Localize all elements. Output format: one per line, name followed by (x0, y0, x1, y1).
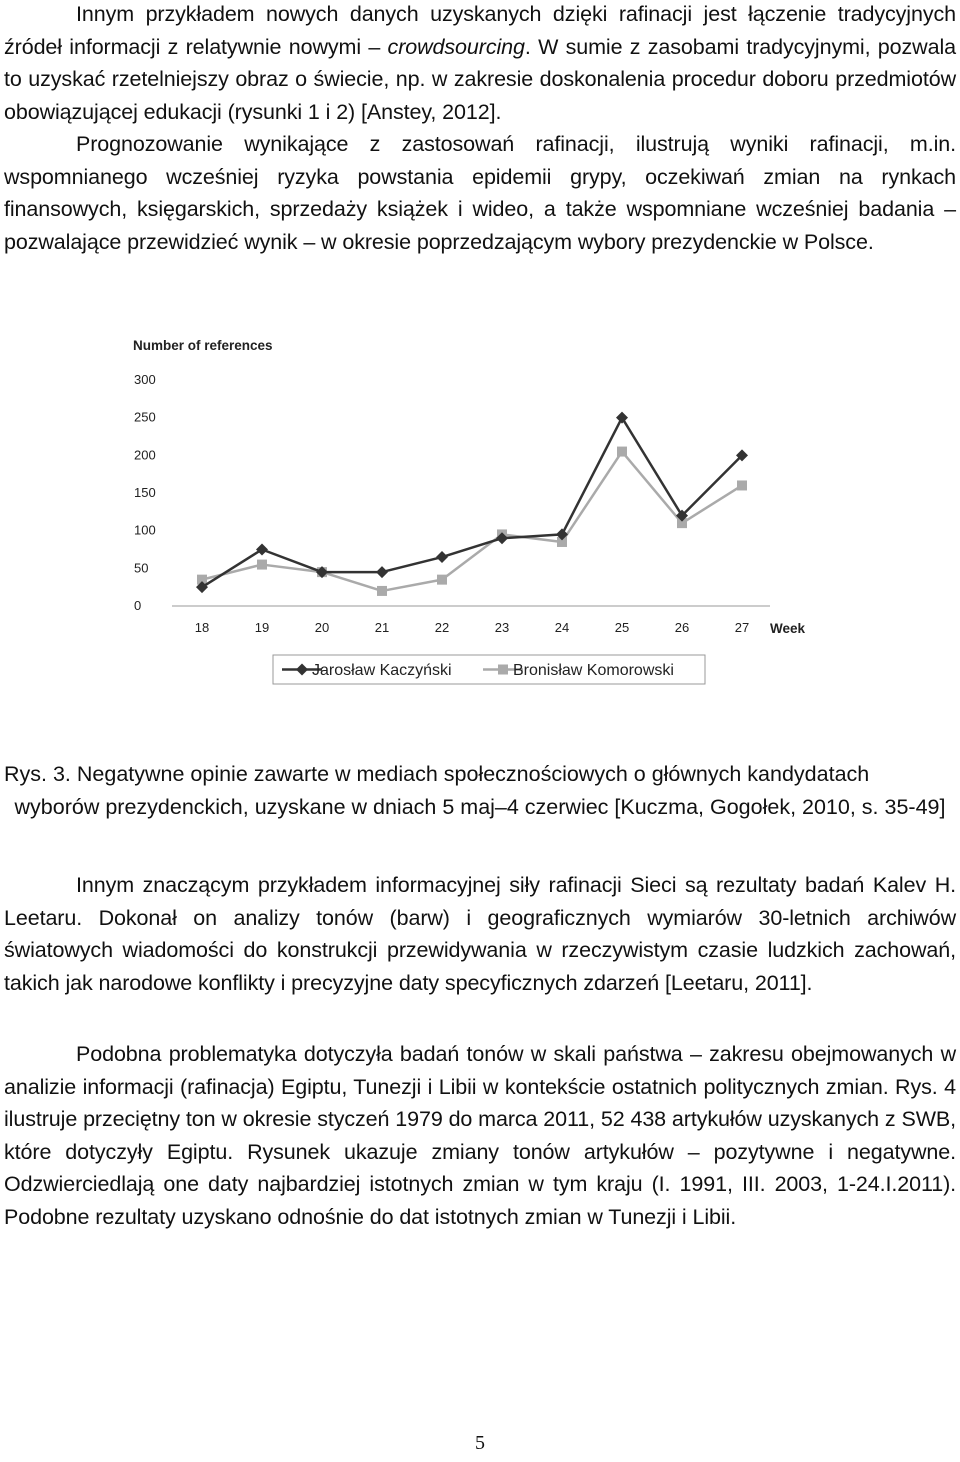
x-ticks (195, 620, 749, 635)
series-line-kaczynski (202, 418, 742, 587)
x-tick-label: 25 (614, 620, 630, 635)
data-point-square (617, 447, 627, 457)
x-axis-label: Week (770, 621, 806, 636)
x-tick-label: 26 (674, 620, 690, 635)
data-point-square (257, 560, 267, 570)
data-point-square (737, 480, 747, 490)
x-tick-label: 21 (374, 620, 390, 635)
paragraph-1-text-b: . W sumie z zasobami tradycyjnymi, pozwala to uzyskać rzetelniejszy obraz o świecie, np. w zakresie doskonalenia procedur doboru przedmiotów obowiązującej edukacji (rysunki 1 i 2) [Anstey, 2012]. (4, 34, 956, 124)
y-tick-label: 250 (134, 409, 156, 425)
y-tick-label: 150 (134, 485, 156, 500)
paragraph-1 (4, 0, 956, 258)
x-tick-label: 18 (194, 620, 210, 635)
legend-label-komorowski: Bronisław Komorowski (513, 662, 674, 679)
x-tick-label: 20 (314, 620, 330, 635)
data-point-square (437, 575, 447, 585)
x-tick-label: 23 (494, 620, 510, 635)
y-tick-label: 100 (134, 522, 156, 538)
data-point-diamond (376, 566, 388, 578)
figure-caption (4, 758, 956, 823)
series-line-komorowski (202, 452, 742, 591)
y-tick-label: 50 (134, 560, 149, 576)
page-number: 5 (475, 1432, 485, 1454)
x-tick-label: 27 (734, 620, 750, 635)
paragraph-2 (4, 869, 956, 999)
data-point-diamond (256, 544, 268, 556)
line-chart (120, 330, 840, 700)
series-layer (196, 412, 748, 596)
y-ticks (134, 372, 156, 613)
data-point-diamond (436, 551, 448, 563)
legend (273, 655, 705, 684)
figure-caption-line-2: wyborów prezydenckich, uzyskane w dniach 5 maj–4 czerwiec [Kuczma, Gogołek, 2010, s. 35-49] (14, 794, 946, 819)
paragraph-1-italic: crowdsourcing (387, 34, 525, 59)
y-tick-label: 200 (134, 447, 156, 463)
y-tick-label: 0 (134, 598, 142, 613)
data-point-square (377, 586, 387, 596)
x-tick-label: 22 (434, 620, 450, 635)
figure-caption-line-1: Rys. 3. Negatywne opinie zawarte w mediach społecznościowych o głównych kandydatach (4, 762, 870, 786)
paragraph-1-text-a: Innym przykładem nowych danych uzyskanych dzięki rafinacji jest łączenie tradycyjnych źródeł informacji z relatywnie nowymi – (4, 2, 956, 59)
x-tick-label: 24 (554, 620, 570, 635)
data-point-diamond (616, 412, 628, 424)
x-tick-label: 19 (254, 620, 270, 635)
paragraph-3 (4, 1038, 956, 1233)
paragraph-1-text-c: Prognozowanie wynikające z zastosowań rafinacji, ilustrują wyniki rafinacji, m.in. wspomnianego wcześniej ryzyka powstania epidemii grypy, oczekiwań zmian na rynkach finansowych, księgarskich, sprzedaży książek i wideo, a także wspomniane wcześniej badania – pozwalające przewidzieć wynik – w okresie poprzedzającym wybory prezydenckie w Polsce. (4, 132, 956, 254)
legend-label-kaczynski: Jarosław Kaczyński (312, 662, 452, 679)
y-axis-label: Number of references (133, 338, 273, 353)
y-tick-label: 300 (134, 372, 156, 387)
legend-marker-square (498, 665, 508, 675)
paragraph-3-text: Podobna problematyka dotyczyła badań tonów w skali państwa – zakresu obejmowanych w analizie informacji (rafinacja) Egiptu, Tunezji i Libii w kontekście ostatnich politycznych zmian. Rys. 4 ilustruje przeciętny ton w okresie styczeń 1979 do marca 2011, 52 438 artykułów uzyskanych z SWB, które dotyczyły Egiptu. Rysunek ukazuje zmiany tonów artykułów – pozytywne i negatywne. Odzwierciedlają one daty najbardziej istotnych zmian w tym kraju (I. 1991, III. 2003, 1-24.I.2011). Podobne rezultaty uzyskano odnośnie do dat istotnych zmian w Tunezji i Libii. (4, 1042, 956, 1229)
paragraph-2-text: Innym znaczącym przykładem informacyjnej siły rafinacji Sieci są rezultaty badań Kalev H. Leetaru. Dokonał on analizy tonów (barw) i geograficznych wymiarów 30-letnich archiwów światowych wiadomości do konstrukcji przewidywania w rzeczywistym czasie ludzkich zachowań, takich jak narodowe konflikty i precyzyjne daty specyficznych zdarzeń [Leetaru, 2011]. (4, 873, 956, 995)
